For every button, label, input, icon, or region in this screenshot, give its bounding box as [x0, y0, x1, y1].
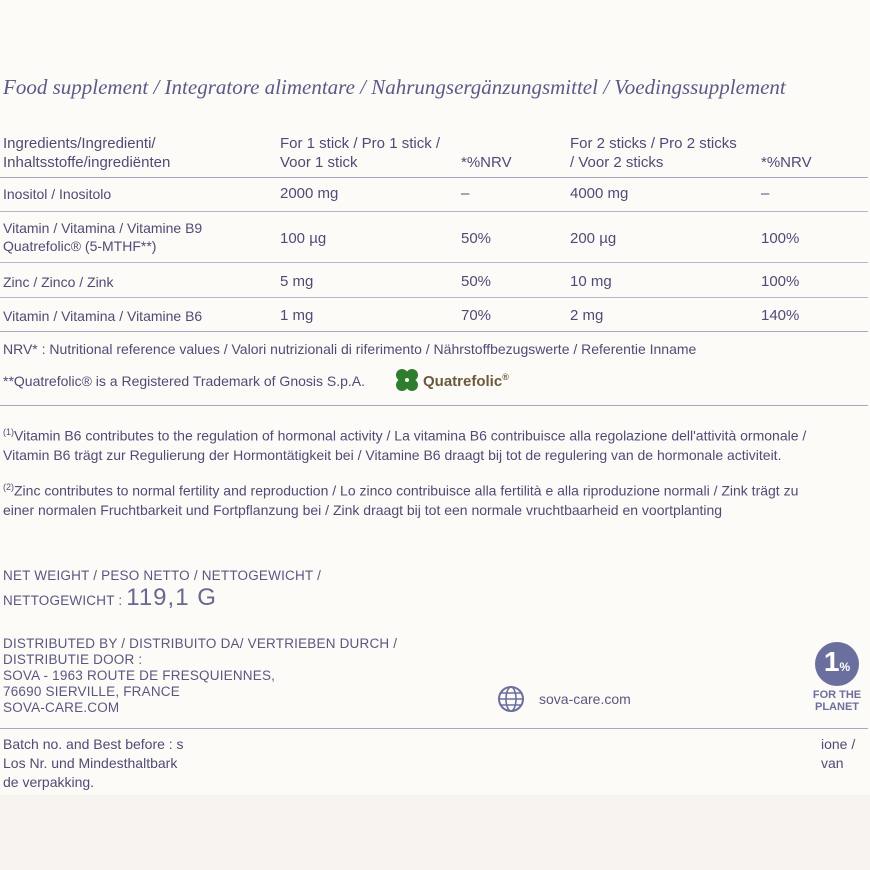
- divider: [0, 405, 868, 406]
- claim-zinc: $^{(2)}$Zinc contributes to normal fertility and reproduction / Lo zinco contribuisce alla fertilità e alla riproduzione normali / Zink trägt zu einer normalen Fruchtbarkeit und Fortpflanzung bei / Zink draagt bij tot een normale vruchtbaarheid en voortplanting: [3, 482, 799, 518]
- claim-b6: $^{(1)}$Vitamin B6 contributes to the regulation of hormonal activity / La vitamina B6 contribuisce alla regolazione dell'attività ormonale / Vitamin B6 trägt zur Regulierung der Hormontätigkeit bei / Vitamine B6 draagt bij tot de regulering van de hormonale activiteit.: [3, 427, 807, 463]
- net-weight-label: NET WEIGHT / PESO NETTO / NETTOGEWICHT /: [3, 568, 322, 583]
- header-per-1-stick: For 1 stick / Pro 1 stick / Voor 1 stick: [280, 135, 441, 171]
- row-value-1: 2000 mg: [280, 185, 339, 202]
- row-value-2: 4000 mg: [570, 185, 629, 202]
- row-nrv-2: 140%: [761, 307, 800, 324]
- row-nrv-2: –: [761, 185, 770, 202]
- row-nrv-1: –: [461, 185, 470, 202]
- row-value-2: 2 mg: [570, 307, 604, 324]
- trademark-note: **Quatrefolic® is a Registered Trademark of Gnosis S.p.A.: [3, 373, 366, 389]
- row-name: Inositol / Inositolo: [3, 186, 112, 202]
- row-value-1: 5 mg: [280, 273, 314, 290]
- row-value-1: 100 µg: [280, 230, 327, 247]
- row-name: Vitamin / Vitamina / Vitamine B9: [3, 220, 203, 236]
- distributor-block: DISTRIBUTED BY / DISTRIBUITO DA/ VERTRIEBEN DURCH / DISTRIBUTIE DOOR : SOVA - 1963 ROUTE DE FRESQUIENNES, 76690 SIERVILLE, FRANCE SOVA-CARE.COM: [3, 636, 398, 715]
- row-value-2: 200 µg: [570, 230, 617, 247]
- clover-icon: [393, 366, 421, 394]
- website-link[interactable]: sova-care.com: [539, 691, 631, 707]
- header-nrv-2: *%NRV: [761, 154, 812, 171]
- row-name-sub: Quatrefolic® (5-MTHF**): [3, 238, 157, 254]
- page-title: Food supplement / Integratore alimentare / Nahrungsergänzungsmittel / Voedingssupplement: [3, 75, 786, 99]
- divider: [0, 297, 868, 298]
- one-percent-planet-logo: 1%: [815, 642, 859, 686]
- row-nrv-1: 50%: [461, 273, 492, 290]
- row-name: Vitamin / Vitamina / Vitamine B6: [3, 308, 203, 324]
- globe-icon: [497, 685, 525, 713]
- batch-info: Batch no. and Best before : s Los Nr. und Mindesthaltbark de verpakking.: [3, 736, 184, 790]
- nrv-note: NRV* : Nutritional reference values / Valori nutrizionali di riferimento / Nährstoffbezugswerte / Referentie Inname: [3, 341, 697, 357]
- divider: [0, 262, 868, 263]
- row-value-2: 10 mg: [570, 273, 612, 290]
- divider: [0, 331, 868, 332]
- divider: [0, 728, 868, 729]
- row-value-1: 1 mg: [280, 307, 314, 324]
- planet-text: FOR THE PLANET: [812, 689, 862, 713]
- row-nrv-1: 70%: [461, 307, 492, 324]
- row-nrv-2: 100%: [761, 273, 800, 290]
- header-nrv-1: *%NRV: [461, 154, 512, 171]
- header-ingredients: Ingredients/Ingredienti/ Inhaltsstoffe/ingrediënten: [3, 135, 171, 171]
- net-weight: NETTOGEWICHT : 119,1 G: [3, 584, 217, 611]
- header-per-2-sticks: For 2 sticks / Pro 2 sticks / Voor 2 sticks: [570, 135, 737, 171]
- quatrefolic-logo: Quatrefolic®: [423, 372, 509, 390]
- net-weight-value: 119,1 G: [126, 584, 217, 611]
- batch-info-right: ione / van: [821, 736, 856, 771]
- divider: [0, 177, 868, 178]
- row-nrv-2: 100%: [761, 230, 800, 247]
- divider: [0, 211, 868, 212]
- row-nrv-1: 50%: [461, 230, 492, 247]
- row-name: Zinc / Zinco / Zink: [3, 274, 114, 290]
